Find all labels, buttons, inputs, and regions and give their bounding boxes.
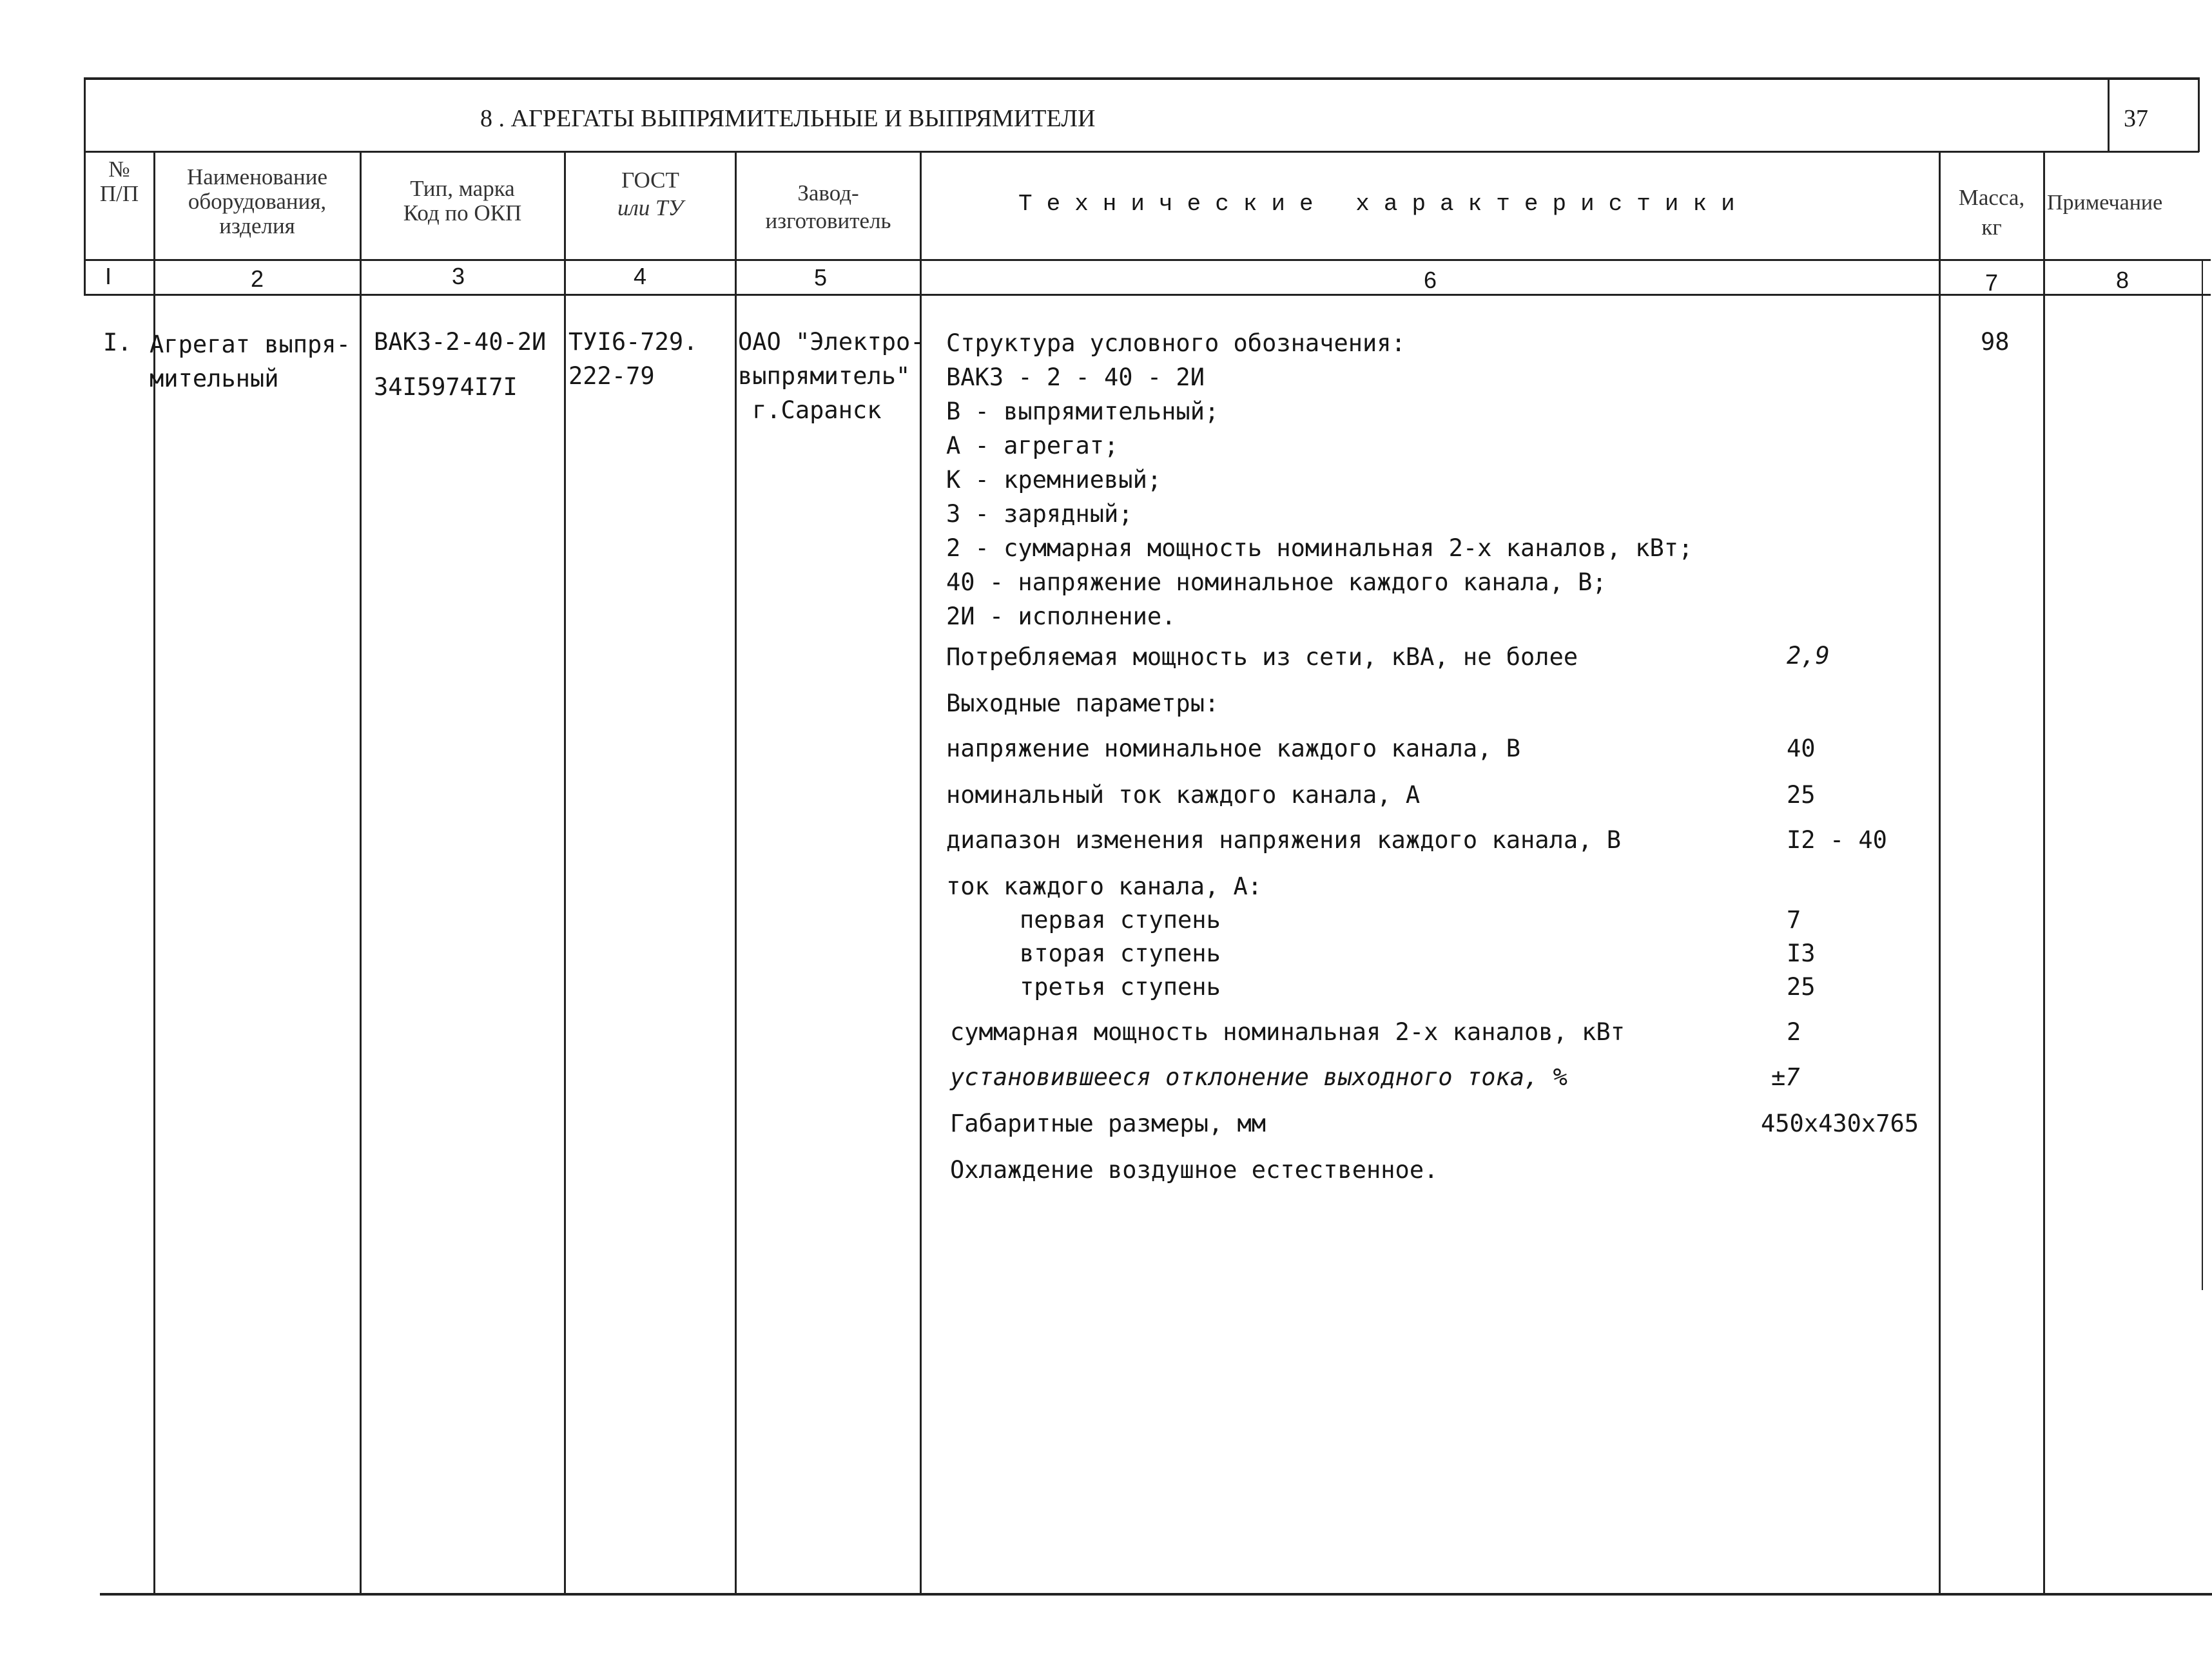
structure-line-2i: 2И - исполнение. (946, 603, 1176, 630)
power-consumption-label: Потребляемая мощность из сети, кВА, не более (946, 643, 1578, 671)
header-col7 (1941, 180, 2042, 240)
header-col7-line1: Масса, (1958, 185, 2025, 210)
column-number-1: I (104, 263, 112, 289)
column-number-3: 3 (451, 263, 465, 289)
header-col2-line1: Наименование (186, 164, 328, 189)
header-col3 (362, 177, 563, 226)
manufacturer-line3: г.Саранск (752, 396, 882, 424)
voltage-range-value: I2 - 40 (1787, 826, 1887, 854)
header-col3-line1: Тип, марка (410, 176, 515, 201)
voltage-range-label: диапазон изменения напряжения каждого канала, В (946, 826, 1621, 854)
stage2-label: вторая ступень (1020, 940, 1221, 967)
gost-tu (568, 325, 697, 393)
current-deviation-label: установившееся отклонение выходного тока, % (950, 1063, 1567, 1091)
structure-line-a: А - агрегат; (946, 432, 1119, 459)
header-col7-line2: кг (1981, 215, 2002, 240)
stage2-value: I3 (1787, 940, 1816, 967)
gost-tu-line2: 222-79 (568, 362, 655, 390)
structure-line-z: З - зарядный; (946, 500, 1133, 528)
mass-value: 98 (1981, 328, 2010, 356)
title-row-bottom-border (84, 151, 2199, 153)
manufacturer-line1: ОАО "Электро- (738, 328, 925, 356)
table-right-border-lower (2202, 259, 2203, 1290)
dimensions-value: 450х430х765 (1761, 1110, 1919, 1137)
manufacturer-line2: выпрямитель" (738, 362, 911, 390)
equipment-type: ВАКЗ-2-40-2И (374, 328, 547, 356)
total-power-value: 2 (1787, 1018, 1801, 1046)
row-number: I. (103, 329, 132, 356)
section-title: 8 . АГРЕГАТЫ ВЫПРЯМИТЕЛЬНЫЕ И ВЫПРЯМИТЕЛИ (480, 105, 1096, 132)
header-col2-line2: оборудования, (188, 189, 327, 214)
power-consumption-value: 2,9 (1787, 642, 1830, 670)
column-divider-7 (2043, 151, 2045, 1594)
column-number-row-bottom-border (84, 294, 2211, 296)
manufacturer (738, 325, 925, 427)
header-col1-line2: П/П (99, 181, 139, 206)
header-col4-line2: или ТУ (617, 195, 684, 220)
table-top-border (84, 77, 2198, 80)
header-col3-line2: Код по ОКП (403, 200, 522, 226)
header-col1-line1: № (108, 157, 130, 182)
header-col5-line2: изготовитель (765, 208, 891, 233)
column-divider-2 (360, 151, 362, 1594)
column-number-6: 6 (1423, 267, 1437, 293)
equipment-name (150, 327, 351, 396)
header-col2-line3: изделия (219, 213, 295, 238)
stage3-label: третья ступень (1020, 973, 1221, 1001)
structure-line-k: К - кремниевый; (946, 466, 1162, 494)
column-number-8: 8 (2115, 267, 2130, 293)
header-col1 (86, 157, 153, 206)
header-col4-line1: ГОСТ (621, 168, 679, 193)
column-divider-6 (1939, 151, 1941, 1594)
dimensions-label: Габаритные размеры, мм (950, 1110, 1266, 1137)
column-number-4: 4 (633, 263, 647, 289)
header-col4 (566, 165, 735, 220)
current-value: 25 (1787, 781, 1816, 809)
channel-current-heading: ток каждого канала, А: (946, 873, 1263, 900)
column-number-2: 2 (250, 265, 264, 292)
total-power-label: суммарная мощность номинальная 2-х каналов, кВт (950, 1018, 1625, 1046)
column-number-5: 5 (813, 264, 828, 291)
header-col2 (155, 165, 359, 238)
column-divider-3 (564, 151, 566, 1594)
page-number-box-left-border (2108, 77, 2110, 152)
structure-line-b: В - выпрямительный; (946, 398, 1219, 425)
equipment-name-line1: Агрегат выпря- (150, 331, 351, 358)
output-params-heading: Выходные параметры: (946, 690, 1219, 717)
header-col5-line1: Завод- (797, 180, 859, 206)
current-deviation-value: ±7 (1771, 1063, 1800, 1091)
structure-line-40: 40 - напряжение номинальное каждого канала, В; (946, 568, 1607, 596)
okp-code: 34I5974I7I (374, 373, 518, 401)
column-number-7: 7 (1984, 269, 1999, 296)
current-label: номинальный ток каждого канала, А (946, 781, 1421, 809)
equipment-name-line2: мительный (150, 365, 279, 392)
stage3-value: 25 (1787, 973, 1816, 1001)
cooling-note: Охлаждение воздушное естественное. (950, 1156, 1439, 1184)
header-col8: Примечание (2047, 191, 2163, 215)
voltage-label: напряжение номинальное каждого канала, В (946, 735, 1521, 762)
column-divider-4 (735, 151, 737, 1594)
header-col6: Технические характеристики (1018, 191, 1749, 217)
structure-line-2: 2 - суммарная мощность номинальная 2-х каналов, кВт; (946, 534, 1693, 562)
voltage-value: 40 (1787, 735, 1816, 762)
table-bottom-border (100, 1593, 2212, 1596)
stage1-label: первая ступень (1020, 906, 1221, 934)
page-number: 37 (2124, 105, 2148, 132)
structure-heading: Структура условного обозначения: (946, 329, 1406, 357)
designation-structure (946, 326, 1693, 633)
header-col5 (737, 178, 920, 233)
gost-tu-line1: ТУI6-729. (568, 328, 698, 356)
header-row-bottom-border (84, 259, 2211, 261)
table-right-border-upper (2198, 77, 2200, 152)
stage1-value: 7 (1787, 906, 1801, 934)
structure-code: ВАКЗ - 2 - 40 - 2И (946, 363, 1205, 391)
